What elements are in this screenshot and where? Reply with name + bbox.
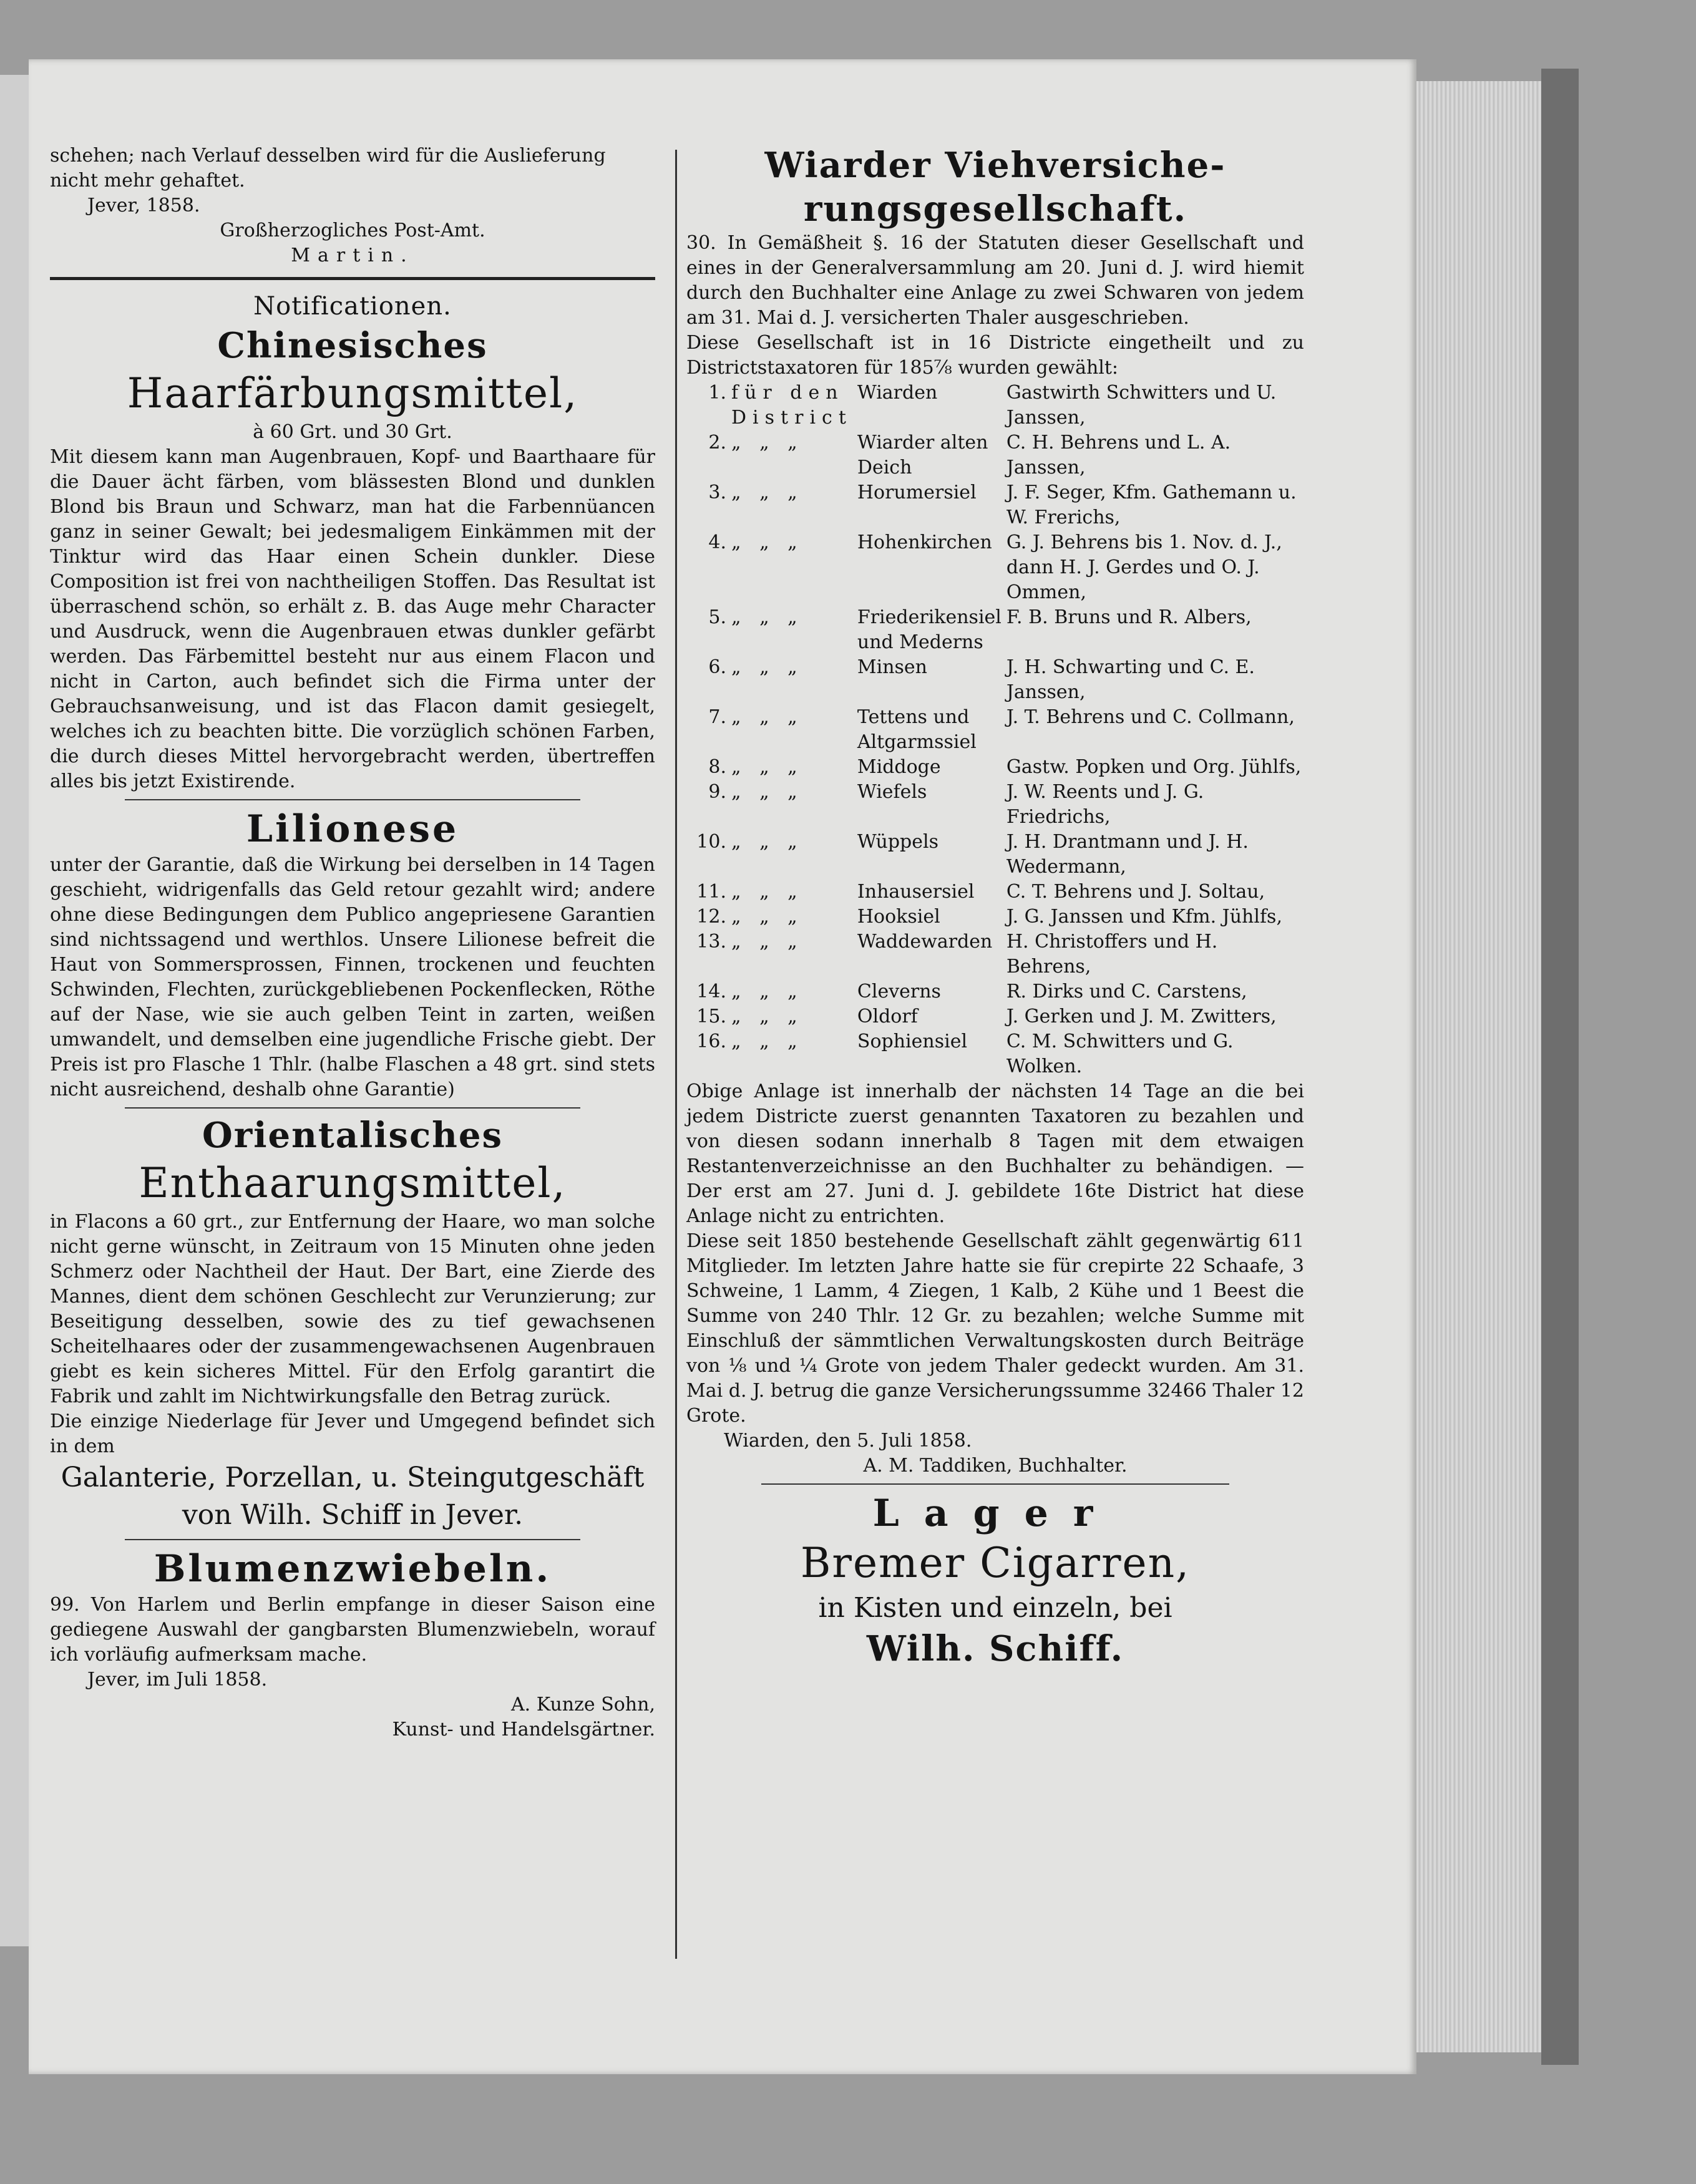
district-num: 10. [696, 831, 726, 853]
district-names: Gastw. Popken und Org. Jühlfs, [1006, 756, 1302, 778]
district-row [686, 905, 1304, 929]
district-num: 16. [696, 1031, 726, 1052]
district-num: 6. [708, 656, 726, 678]
district-place: Wiarden [857, 382, 938, 404]
district-place: Waddewarden [857, 931, 993, 953]
district-num: 14. [696, 981, 726, 1002]
district-place: Friederikensiel und Mederns [857, 606, 1002, 653]
ad1-title-2: Haarfärbungsmittel, [127, 369, 578, 417]
district-rep: „ „ „ [731, 781, 804, 803]
right-column [686, 143, 1304, 1671]
society-title-2: rungsgesellschaft. [803, 188, 1187, 230]
column-divider [675, 150, 677, 1959]
district-row [686, 605, 1304, 655]
district-num: 11. [696, 881, 726, 903]
district-rep: „ „ „ [731, 906, 804, 928]
ad-divider [125, 1539, 580, 1540]
district-rep: „ „ „ [731, 1031, 804, 1052]
ad3-body: in Flacons a 60 grt., zur Entfernung der Haare, wo man solche nicht gerne wünscht, in Zeitraum von 15 Minuten ohne jeden Schmerz oder Nachtheil der Haut. Der Bart, eine Zierde des Mannes, dient dem schönen Geschlecht zur Verunzierung; zur Beseitigung desselben, sowie des zu tief gewachsenen Scheitelhaares oder der zusammengewachsenen Augenbrauen giebt es kein sicheres Mittel. Für den Erfolg garantirt die Fabrik und zahlt im Nichtwirkungsfalle den Betrag zurück. [50, 1211, 655, 1407]
district-num: 1. [708, 382, 726, 404]
ad4-title: Blumenzwiebeln. [154, 1547, 552, 1591]
district-place: Sophiensiel [857, 1031, 968, 1052]
district-row [686, 780, 1304, 830]
ad2-title: Lilionese [246, 807, 459, 851]
district-rep: „ „ „ [731, 981, 804, 1002]
section-rule [50, 277, 655, 280]
district-place: Tettens und Altgarmssiel [857, 706, 977, 753]
district-num: 4. [708, 531, 726, 553]
district-row [686, 530, 1304, 605]
society-para-1: Obige Anlage ist innerhalb der nächsten 14 Tage an die bei jedem Districte zuerst genannten Taxatoren zu bezahlen und von diesen sodann innerhalb 8 Tagen mit dem etwaigen Restantenverzeichnisse an den Buchhalter zu behändigen. — Der erst am 27. Juni d. J. gebildete 16te District hat diese Anlage nicht zu entrichten. [686, 1080, 1304, 1227]
district-rep: „ „ „ [731, 606, 804, 628]
intro-line-2: nicht mehr gehaftet. [50, 170, 245, 192]
intro-org: Großherzogliches Post-Amt. [220, 220, 485, 241]
page-stack-edges [1416, 81, 1542, 2052]
district-row [686, 430, 1304, 480]
ad-divider [761, 1483, 1229, 1485]
district-names: C. T. Behrens und J. Soltau, [1006, 881, 1265, 903]
district-num: 7. [708, 706, 726, 728]
ad-divider [125, 1107, 580, 1109]
previous-page-edge [0, 75, 31, 1946]
district-names: J. G. Janssen und Kfm. Jühlfs, [1006, 906, 1282, 928]
district-place: Hohenkirchen [857, 531, 992, 553]
district-num: 12. [696, 906, 726, 928]
district-num: 9. [708, 781, 726, 803]
ad3-shop-2: von Wilh. Schiff in Jever. [182, 1499, 524, 1531]
district-place: Wiarder alten Deich [857, 432, 988, 478]
district-row [686, 830, 1304, 880]
district-rep: „ „ „ [731, 432, 804, 454]
district-rep: für den District [731, 382, 852, 429]
district-num: 2. [708, 432, 726, 454]
society-place-date: Wiarden, den 5. Juli 1858. [724, 1430, 972, 1452]
ad1-price: à 60 Grt. und 30 Grt. [253, 421, 452, 443]
ad1-body: Mit diesem kann man Augenbrauen, Kopf- und Baarthaare für die Dauer ächt färben, vom blässesten Blond und dunklen Blond bis Braun und Schwarz, man hat die Farbennüancen ganz in seiner Gewalt; bei jedesmaligem Einkämmen mit der Tinktur wird das Haar einen Schein dunkler. Diese Composition ist frei von nachtheiligen Stoffen. Das Resultat ist überraschend schön, so erhält z. B. das Auge mehr Character und Ausdruck, wenn die Augenbrauen etwas dunkler gefärbt werden. Das Färbemittel besteht nur aus einem Flacon und nicht in Carton, auch befindet sich die Firma unter der Gebrauchsanweisung, und ist das Flacon damit gesiegelt, welches ich zu beachten bitte. Die vorzüglich schönen Farben, die durch dieses Mittel hervorgebracht werden, übertreffen alles bis jetzt Existirende. [50, 446, 655, 792]
ad4-signature-2: Kunst- und Handelsgärtner. [392, 1719, 655, 1740]
district-row [686, 705, 1304, 755]
district-place: Oldorf [857, 1006, 918, 1027]
district-place: Wüppels [857, 831, 938, 853]
district-row [686, 880, 1304, 905]
district-row [686, 755, 1304, 780]
ad3-title-2: Enthaarungsmittel, [139, 1159, 567, 1207]
district-num: 3. [708, 482, 726, 503]
section-title: Notificationen. [253, 292, 452, 321]
district-row [686, 929, 1304, 979]
district-names: F. B. Bruns und R. Albers, [1006, 606, 1252, 628]
ad4-body: 99. Von Harlem und Berlin empfange in dieser Saison eine gediegene Auswahl der gangbarsten Blumenzwiebeln, worauf ich vorläufig aufmerksam mache. [50, 1594, 655, 1666]
district-num: 8. [708, 756, 726, 778]
district-rep: „ „ „ [731, 881, 804, 903]
society-intro-2: Diese Gesellschaft ist in 16 Districte eingetheilt und zu Districtstaxatoren für 185⅞ wurden gewählt: [686, 332, 1304, 379]
district-num: 5. [708, 606, 726, 628]
district-names: C. M. Schwitters und G. Wolken. [1006, 1031, 1234, 1077]
district-row [686, 1004, 1304, 1029]
district-row [686, 979, 1304, 1004]
left-column [50, 143, 655, 1742]
cigar-ad-signature: Wilh. Schiff. [866, 1628, 1124, 1669]
district-place: Hooksiel [857, 906, 940, 928]
district-names: J. F. Seger, Kfm. Gathemann u. W. Frerichs, [1006, 482, 1297, 528]
district-names: C. H. Behrens und L. A. Janssen, [1006, 432, 1231, 478]
district-row [686, 480, 1304, 530]
cigar-ad-title-2: Bremer Cigarren, [800, 1539, 1191, 1587]
district-rep: „ „ „ [731, 756, 804, 778]
district-row [686, 655, 1304, 705]
district-names: H. Christoffers und H. Behrens, [1006, 931, 1218, 978]
district-rep: „ „ „ [731, 656, 804, 678]
district-place: Cleverns [857, 981, 941, 1002]
district-names: G. J. Behrens bis 1. Nov. d. J., dann H. J. Gerdes und O. J. Ommen, [1006, 531, 1282, 603]
intro-line-1: schehen; nach Verlauf desselben wird für die Auslieferung [50, 145, 606, 167]
district-names: J. H. Schwarting und C. E. Janssen, [1006, 656, 1255, 703]
district-num: 15. [696, 1006, 726, 1027]
district-rep: „ „ „ [731, 831, 804, 853]
ad-divider [125, 799, 580, 800]
ad3-depot: Die einzige Niederlage für Jever und Umgegend befindet sich in dem [50, 1410, 655, 1457]
ad4-signature-1: A. Kunze Sohn, [510, 1694, 655, 1716]
district-row [686, 381, 1304, 430]
district-place: Wiefels [857, 781, 927, 803]
district-rep: „ „ „ [731, 482, 804, 503]
ad1-title-1: Chinesisches [217, 325, 488, 366]
district-names: Gastwirth Schwitters und U. Janssen, [1006, 382, 1277, 429]
ad4-place-date: Jever, im Juli 1858. [87, 1669, 268, 1691]
district-table [686, 381, 1304, 1079]
district-names: R. Dirks und C. Carstens, [1006, 981, 1247, 1002]
society-title-1: Wiarder Viehversiche- [764, 145, 1226, 186]
district-place: Inhausersiel [857, 881, 975, 903]
book-spine [1541, 69, 1579, 2065]
society-signature: A. M. Taddiken, Buchhalter. [863, 1455, 1128, 1477]
district-names: J. Gerken und J. M. Zwitters, [1006, 1006, 1277, 1027]
ad2-body: unter der Garantie, daß die Wirkung bei derselben in 14 Tagen geschieht, widrigenfalls das Geld retour gezahlt wird; andere ohne diese Bedingungen dem Publico angepriesene Garantien sind nichtssagend und werthlos. Unsere Lilionese befreit die Haut von Sommersprossen, Finnen, trockenen und feuchten Schwinden, Flechten, zurückgebliebenen Pockenflecken, Röthe auf der Nase, wie sie auch gelben Teint in zarten, weißen umwandelt, und demselben eine jugendliche Frische giebt. Der Preis ist pro Flasche 1 Thlr. (halbe Flaschen a 48 grt. sind stets nicht ausreichend, deshalb ohne Garantie) [50, 854, 655, 1100]
ad3-shop-1: Galanterie, Porzellan, u. Steingutgeschäft [61, 1462, 645, 1493]
district-place: Middoge [857, 756, 941, 778]
intro-signature: Martin. [291, 245, 414, 266]
society-para-2: Diese seit 1850 bestehende Gesellschaft zählt gegenwärtig 611 Mitglieder. Im letzten Jahre hatte sie für crepirte 22 Schaafe, 3 Schweine, 1 Lamm, 4 Ziegen, 1 Kalb, 2 Kühe und 1 Beest die Summe von 240 Thlr. 12 Gr. zu bezahlen; welche Summe mit Einschluß der sämmtlichen Verwaltungskosten durch Beiträge von ⅛ und ¼ Grote von jedem Thaler gedeckt wurden. Am 31. Mai d. J. betrug die ganze Versicherungssumme 32466 Thaler 12 Grote. [686, 1230, 1304, 1427]
district-num: 13. [696, 931, 726, 953]
district-names: J. W. Reents und J. G. Friedrichs, [1006, 781, 1204, 828]
district-place: Horumersiel [857, 482, 977, 503]
ad3-title-1: Orientalisches [202, 1115, 504, 1156]
district-rep: „ „ „ [731, 531, 804, 553]
district-names: J. T. Behrens und C. Collmann, [1006, 706, 1295, 728]
cigar-ad-title-1: Lager [872, 1492, 1118, 1535]
intro-place-date: Jever, 1858. [87, 195, 200, 216]
society-intro: 30. In Gemäßheit §. 16 der Statuten dieser Gesellschaft und eines in der Generalversammlung am 20. Juni d. J. wird hiemit durch den Buchhalter eine Anlage zu zwei Schwaren von jedem am 31. Mai d. J. versicherten Thaler ausgeschrieben. [686, 232, 1304, 329]
district-rep: „ „ „ [731, 1006, 804, 1027]
district-rep: „ „ „ [731, 931, 804, 953]
district-names: J. H. Drantmann und J. H. Wedermann, [1006, 831, 1249, 878]
cigar-ad-line: in Kisten und einzeln, bei [818, 1592, 1172, 1624]
district-rep: „ „ „ [731, 706, 804, 728]
district-row [686, 1029, 1304, 1079]
district-place: Minsen [857, 656, 927, 678]
